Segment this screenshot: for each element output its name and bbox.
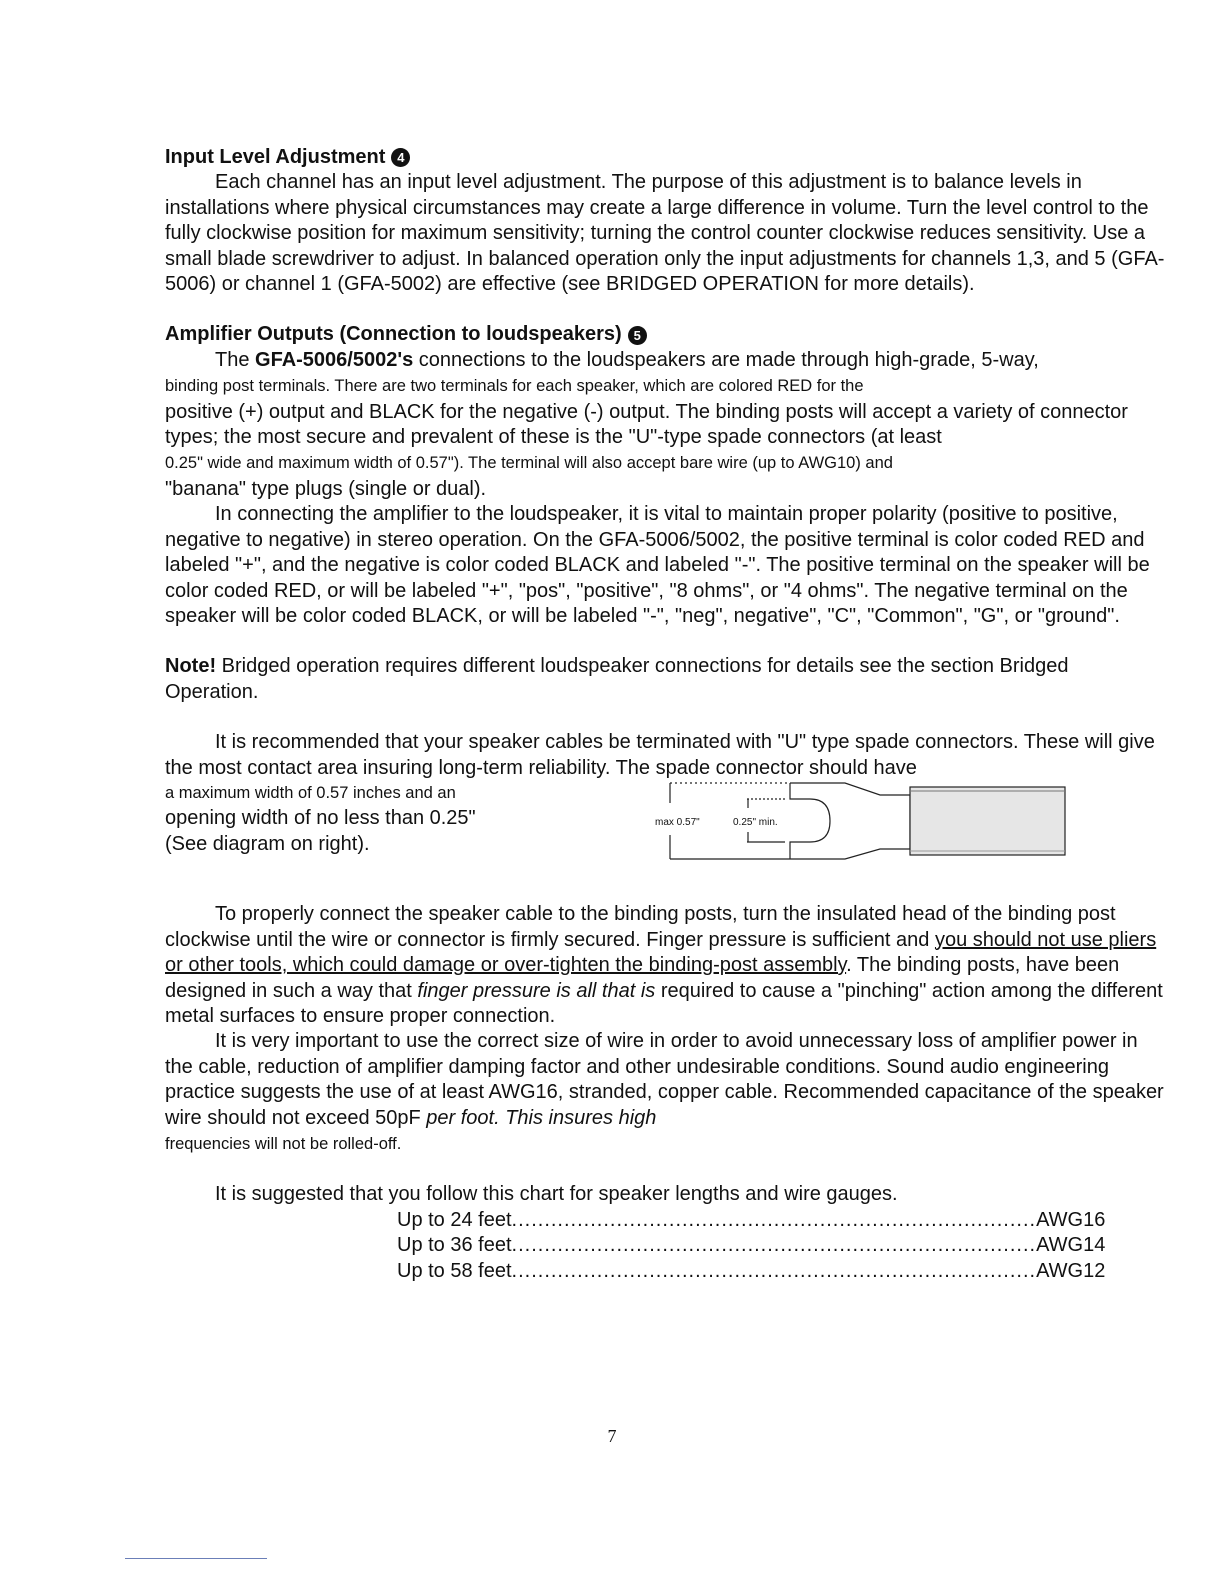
manual-page bbox=[165, 145, 1165, 1284]
warning-underlined-text: you should not use pliers or other tools, which could damage or over-tighten the binding-post assembly bbox=[165, 928, 1157, 977]
spade-connector-diagram bbox=[635, 775, 1075, 872]
binding-post-paragraph: To properly connect the speaker cable to the binding posts, turn the insulated head of the binding post clockwise until the wire or connector is firmly secured. Finger pressure is sufficient and you should not use pliers or other tools, which could damage or over-tighten the binding-post assembly. The binding posts, have been designed in such a way that finger pressure is all that is required to cause a "pinching" action among the different metal surfaces to ensure proper connection. bbox=[165, 903, 1163, 1027]
model-name: GFA-5006/5002's bbox=[255, 348, 414, 371]
section-heading-input-level bbox=[165, 145, 1165, 170]
footer-rule bbox=[125, 1558, 267, 1559]
wire-chart-intro: It is suggested that you follow this chart for speaker lengths and wire gauges. bbox=[215, 1183, 898, 1206]
chart-row: Up to 58 feet ................................................................................ AWG12 bbox=[397, 1259, 1106, 1282]
polarity-paragraph: In connecting the amplifier to the loudspeaker, it is vital to maintain proper polarity (positive to positive, negative to negative) in stereo operation. On the GFA-5006/5002, the positive terminal is color coded RED and labeled "+", and the negative is color coded BLACK and labeled "-". The positive terminal on the speaker will be color coded RED, or will be labeled "+", "pos", "positive", "8 ohms", or "4 ohms". The negative terminal on the speaker will be color coded BLACK, or will be labeled "-", "neg", negative", "C", "Common", "G", or "ground". bbox=[165, 503, 1150, 627]
svg-text:0.25" min.: 0.25" min. bbox=[733, 816, 778, 828]
spade-connector-icon bbox=[635, 775, 1075, 865]
note-paragraph: Note! Bridged operation requires different loudspeaker connections for details see the section Bridged Operation. bbox=[165, 655, 1069, 703]
spade-diagram-row bbox=[165, 781, 1165, 872]
wire-gauge-chart bbox=[397, 1208, 1165, 1284]
page-number: 7 bbox=[607, 1426, 617, 1446]
callout-number-5-icon: 5 bbox=[628, 326, 647, 345]
callout-number-4-icon: 4 bbox=[391, 148, 410, 167]
amplifier-outputs-paragraph: The GFA-5006/5002's connections to the loudspeakers are made through high-grade, 5-way, binding post terminals. There are two terminals for each speaker, which are colored RED for the positive (+) output and BLACK for the negative (-) output. The binding posts will accept a variety of connector types; the most secure and prevalent of these is the "U"-type spade connectors (at least 0.25" wide and maximum width of 0.57"). The terminal will also accept bare wire (up to AWG10) and "banana" type plugs (single or dual). bbox=[165, 348, 1128, 500]
spade-dimension-text: a maximum width of 0.57 inches and an opening width of no less than 0.25" (See diagram on right). bbox=[165, 783, 476, 855]
chart-row: Up to 24 feet ................................................................................ AWG16 bbox=[397, 1208, 1106, 1231]
heading-text: Amplifier Outputs (Connection to loudspeakers) bbox=[165, 323, 622, 346]
heading-text: Input Level Adjustment bbox=[165, 146, 386, 168]
chart-row: Up to 36 feet ................................................................................ AWG14 bbox=[397, 1234, 1106, 1257]
note-label: Note! bbox=[165, 655, 217, 678]
wire-size-paragraph: It is very important to use the correct size of wire in order to avoid unnecessary loss of amplifier power in the cable, reduction of amplifier damping factor and other undesirable conditions. Sound audio engineering practice suggests the use of at least AWG16, stranded, copper cable. Recommended capacitance of the speaker wire should not exceed 50pF per foot. This insures high frequencies will not be rolled-off. bbox=[165, 1030, 1164, 1153]
svg-text:max 0.57": max 0.57" bbox=[655, 816, 700, 828]
section-heading-amplifier-outputs bbox=[165, 322, 1165, 347]
spade-recommendation-paragraph: It is recommended that your speaker cables be terminated with "U" type spade connectors. These will give the most contact area insuring long-term reliability. The spade connector should have bbox=[165, 731, 1155, 779]
input-level-paragraph: Each channel has an input level adjustment. The purpose of this adjustment is to balance levels in installations where physical circumstances may create a large difference in volume. Turn the level control to the fully clockwise position for maximum sensitivity; turning the control counter clockwise reduces sensitivity. Use a small blade screwdriver to adjust. In balanced operation only the input adjustments for channels 1,3, and 5 (GFA-5006) or channel 1 (GFA-5002) are effective (see BRIDGED OPERATION for more details). bbox=[165, 171, 1165, 296]
